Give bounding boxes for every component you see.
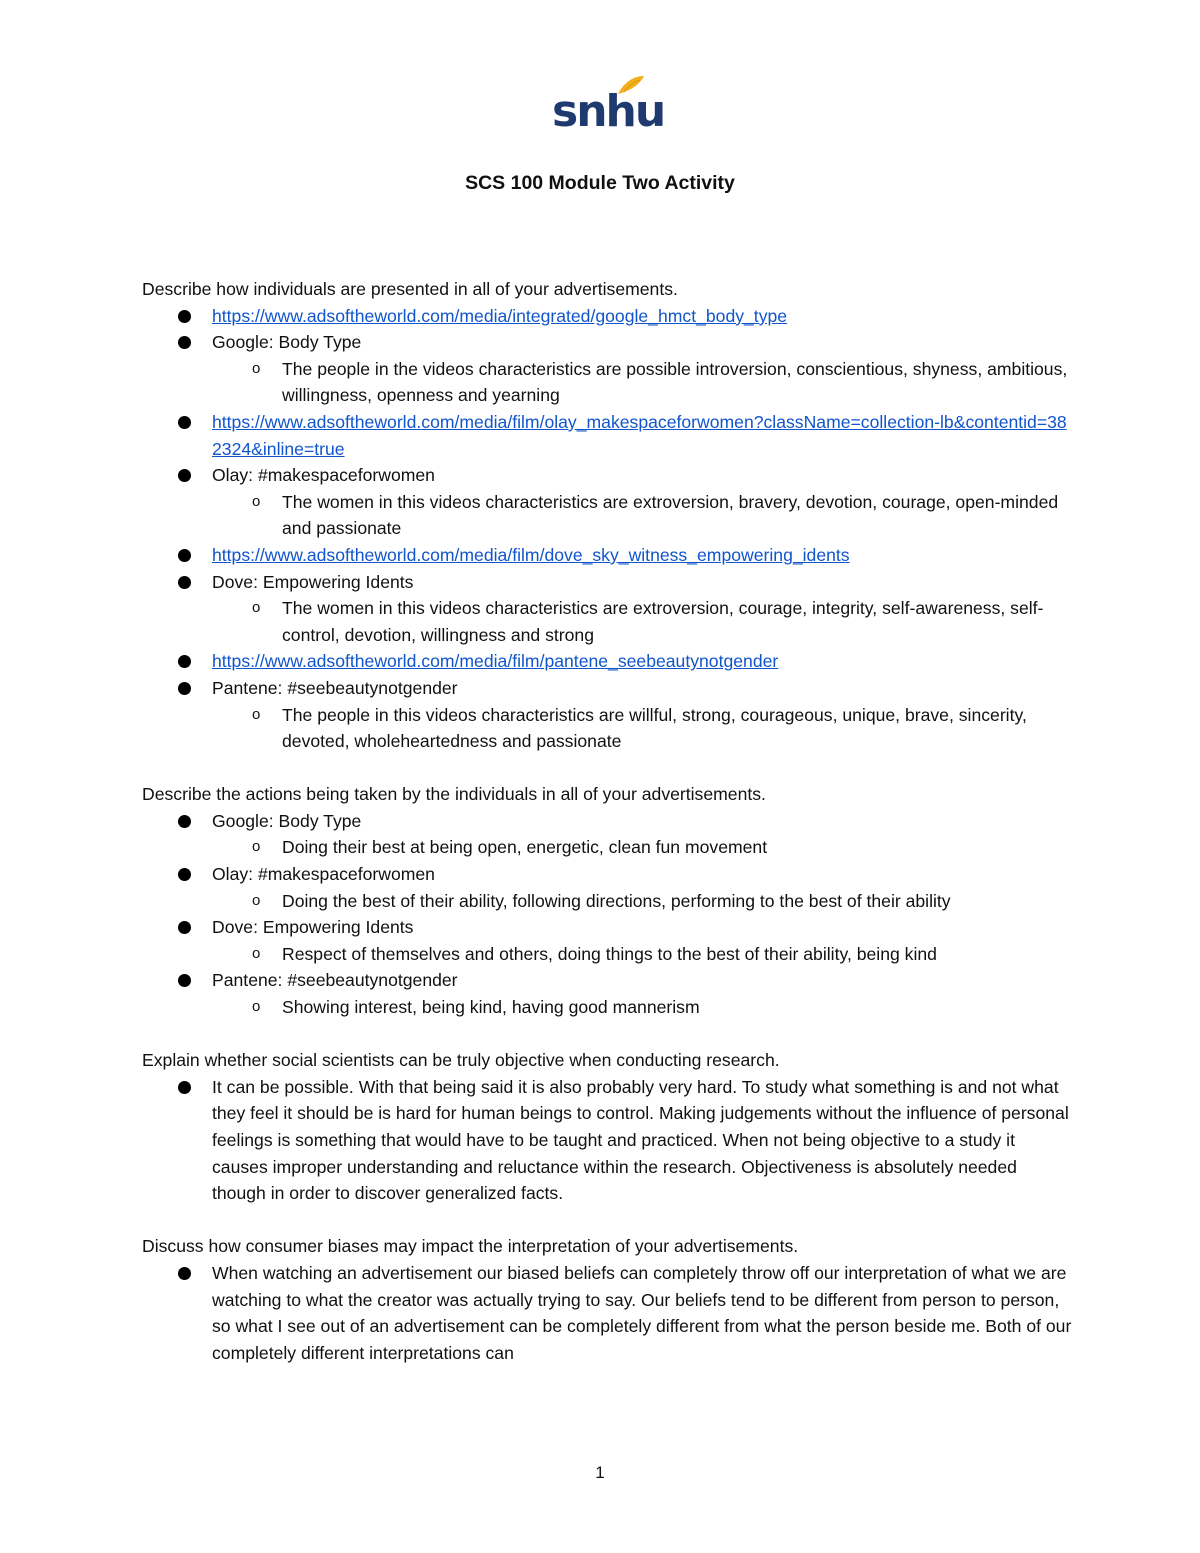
question-heading: Explain whether social scientists can be truly objective when conducting research.: [142, 1050, 780, 1071]
list-item: [142, 462, 1072, 542]
list-item[interactable]: [142, 542, 1072, 569]
logo-text: snhu: [552, 86, 665, 137]
sub-list-item: o Doing their best at being open, energetic, clean fun movement: [212, 834, 1072, 861]
question-heading: Describe the actions being taken by the individuals in all of your advertisements.: [142, 784, 766, 805]
sub-list: [142, 941, 1072, 968]
sub-list-item: o Doing the best of their ability, following directions, performing to the best of their ability: [212, 888, 1072, 915]
paragraph-gap: [142, 1207, 1072, 1234]
ad-title: Dove: Empowering Idents: [212, 571, 414, 592]
sub-list-item: o Showing interest, being kind, having good mannerism: [212, 994, 1072, 1021]
list-item: [142, 675, 1072, 755]
ad-title: Google: Body Type: [212, 810, 362, 831]
ad-link[interactable]: https://www.adsoftheworld.com/media/film/olay_makespaceforwomen?className=collection-lb&contentid=382324&inline=true: [212, 411, 1067, 459]
list-item[interactable]: [142, 648, 1072, 675]
bullet-list: [142, 1260, 1072, 1366]
sub-list-item: o Respect of themselves and others, doing things to the best of their ability, being kind: [212, 941, 1072, 968]
sub-list-item: o The women in this videos characteristics are extroversion, courage, integrity, self-awareness, self-control, devotion, willingness and strong: [212, 595, 1072, 648]
list-item: [142, 329, 1072, 409]
question-heading: Describe how individuals are presented in all of your advertisements.: [142, 279, 678, 299]
list-item[interactable]: [142, 409, 1072, 462]
list-item: It can be possible. With that being said it is also probably very hard. To study what something is and not what they feel it should be is hard for human beings to control. Making judgements without the influence of personal feelings is something that would have to be taught and practiced. When not being objective to a study it causes improper understanding and reluctance within the research. Objectiveness is absolutely needed though in order to discover generalized facts.: [142, 1074, 1072, 1207]
ad-title: Olay: #makespaceforwomen: [212, 465, 435, 486]
list-item[interactable]: [142, 303, 1072, 330]
question-heading: Discuss how consumer biases may impact the interpretation of your advertisements.: [142, 1236, 799, 1257]
sub-list: [142, 489, 1072, 542]
paragraph-gap: [142, 1021, 1072, 1048]
bullet-list: [142, 303, 1072, 755]
ad-title: Pantene: #seebeautynotgender: [212, 677, 458, 698]
sub-list: [142, 356, 1072, 409]
sub-list-item: o The people in the videos characteristics are possible introversion, conscientious, shyness, ambitious, willingness, openness and yearning: [212, 356, 1072, 409]
sub-list: [142, 834, 1072, 861]
snhu-logo: [552, 72, 665, 138]
list-item: [142, 808, 1072, 861]
bullet-list: [142, 1074, 1072, 1207]
page-number: 1: [595, 1463, 605, 1482]
sub-list-item: o The people in this videos characteristics are willful, strong, courageous, unique, brave, sincerity, devoted, wholeheartedness and passionate: [212, 702, 1072, 755]
list-item: When watching an advertisement our biased beliefs can completely throw off our interpretation of what we are watching to what the creator was actually trying to say. Our beliefs tend to be different from person to person, so what I see out of an advertisement can be completely different from what the person beside me. Both of our completely different interpretations can: [142, 1260, 1072, 1366]
list-item: [142, 914, 1072, 967]
sub-list: [142, 994, 1072, 1021]
ad-link[interactable]: https://www.adsoftheworld.com/media/film/pantene_seebeautynotgender: [212, 651, 779, 672]
list-item: [142, 861, 1072, 914]
sub-list: [142, 888, 1072, 915]
document-body: [142, 276, 1072, 1366]
list-item: [142, 569, 1072, 649]
sub-list: [142, 702, 1072, 755]
bullet-list: [142, 808, 1072, 1021]
ad-link[interactable]: https://www.adsoftheworld.com/media/film/dove_sky_witness_empowering_idents: [212, 544, 850, 565]
sub-list: [142, 595, 1072, 648]
sub-list-item: o The women in this videos characteristics are extroversion, bravery, devotion, courage, open-minded and passionate: [212, 489, 1072, 542]
paragraph-gap: [142, 755, 1072, 782]
document-title: SCS 100 Module Two Activity: [465, 172, 735, 194]
ad-title: Google: Body Type: [212, 332, 362, 353]
list-item: [142, 967, 1072, 1020]
ad-title: Olay: #makespaceforwomen: [212, 864, 435, 885]
ad-link[interactable]: https://www.adsoftheworld.com/media/integrated/google_hmct_body_type: [212, 305, 788, 326]
ad-title: Pantene: #seebeautynotgender: [212, 970, 458, 991]
ad-title: Dove: Empowering Idents: [212, 917, 414, 938]
